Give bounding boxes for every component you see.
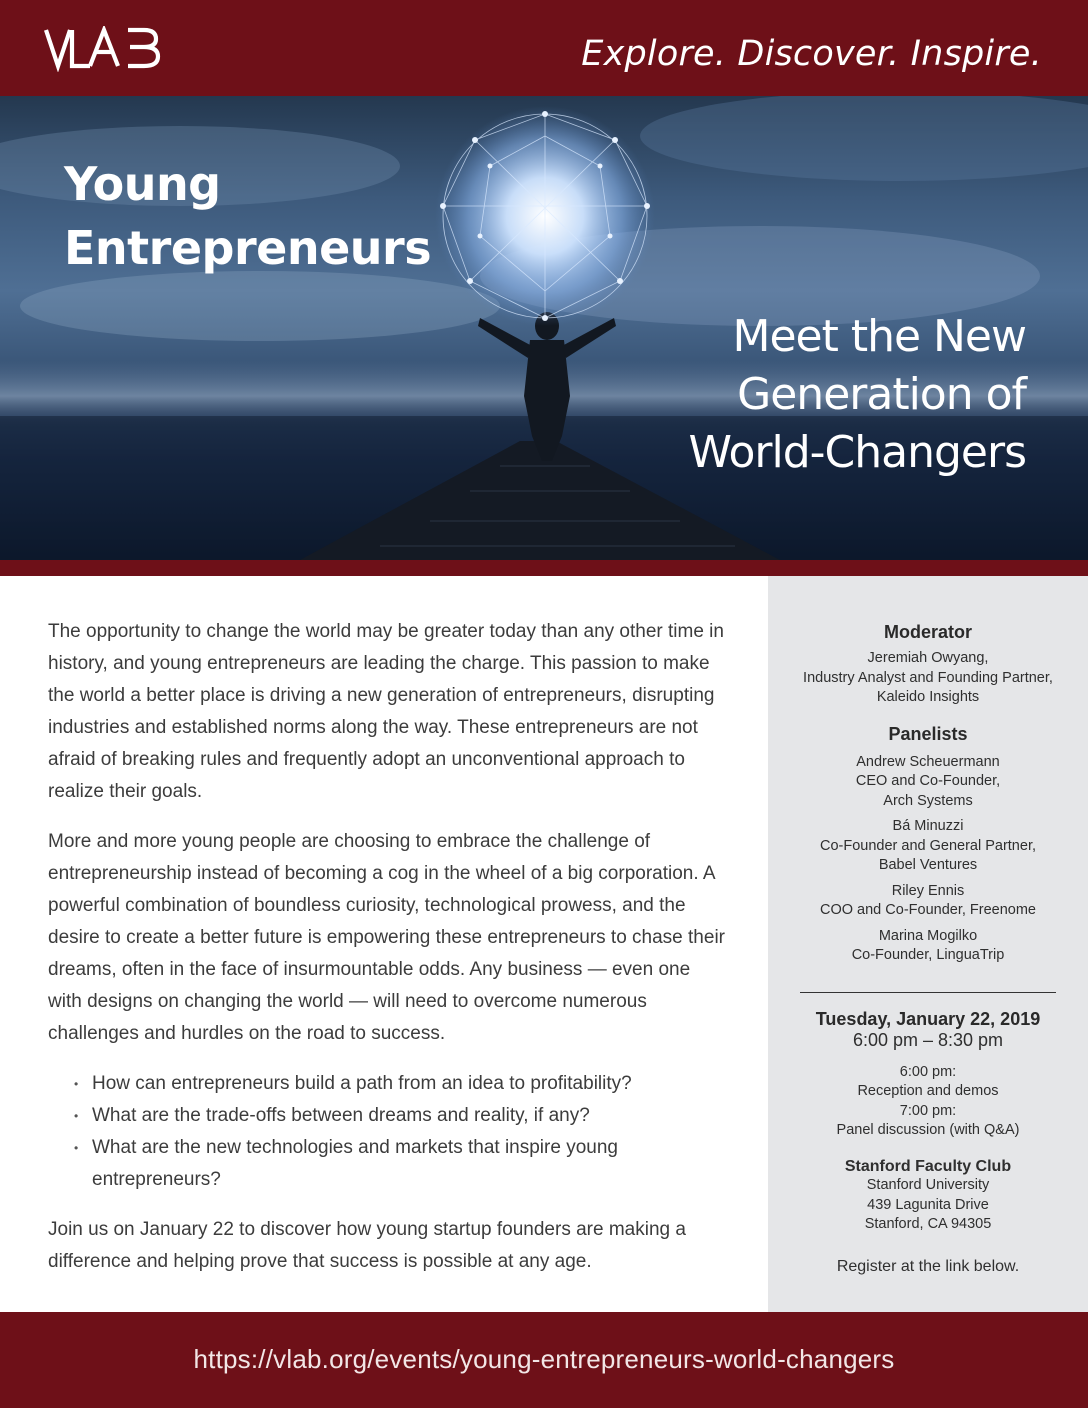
hero-banner xyxy=(0,96,1088,560)
vlab-logo xyxy=(44,26,164,72)
panelist-name: Bá Minuzzi xyxy=(892,818,964,834)
event-description xyxy=(48,616,728,1296)
venue-address-line: 439 Lagunita Drive xyxy=(867,1196,989,1213)
questions-list xyxy=(74,1068,728,1196)
body-paragraph: More and more young people are choosing to embrace the challenge of entrepreneurship instead of becoming a cog in the wheel of a big corporation. A powerful combination of boundless curiosity, technological prowess, and the desire to create a better future is empowering these entrepreneurs to chase their dreams, often in the face of insurmountable odds. Any business — even one with designs on changing the world — will need to overcome numerous challenges and hurdles on the road to success. xyxy=(48,831,725,1044)
panelists-heading: Panelists xyxy=(888,723,968,744)
list-item: • How can entrepreneurs build a path from an idea to profitability? xyxy=(74,1068,728,1100)
hero-title xyxy=(64,152,431,280)
venue-address-line: Stanford University xyxy=(866,1177,990,1193)
panelist-name: Andrew Scheuermann xyxy=(856,753,1000,770)
hero-title-line: Young xyxy=(64,157,221,211)
schedule-time: 6:00 pm: xyxy=(899,1063,957,1080)
panelist-name: Riley Ennis xyxy=(891,882,965,899)
list-item: • What are the trade-offs between dreams and reality, if any? xyxy=(74,1100,728,1132)
event-date: Tuesday, January 22, 2019 xyxy=(815,1008,1041,1029)
hero-subtitle-line: Meet the New xyxy=(732,311,1026,362)
hero-subtitle-line: World-Changers xyxy=(688,427,1026,478)
panelist-role: Co-Founder, LinguaTrip xyxy=(851,947,1005,963)
footer-bar xyxy=(0,1312,1088,1408)
schedule-time: 7:00 pm: xyxy=(899,1102,957,1119)
panelist-role: Co-Founder and General Partner, xyxy=(819,837,1036,854)
moderator-heading: Moderator xyxy=(883,622,972,642)
schedule-activity: Panel discussion (with Q&A) xyxy=(836,1122,1020,1138)
venue-address-line: Stanford, CA 94305 xyxy=(864,1216,992,1232)
panelist xyxy=(768,927,1088,966)
intro-paragraph: The opportunity to change the world may be greater today than any other time in history, and young entrepreneurs are leading the charge. This passion to make the world a better place is driving a new generation of entrepreneurs, disrupting industries and established norms along the way. These entrepreneurs are not afraid of breaking rules and frequently adopt an unconventional approach to realize their goals. xyxy=(48,621,724,802)
panelist xyxy=(768,882,1088,921)
event-time: 6:00 pm – 8:30 pm xyxy=(852,1029,1004,1050)
hero-subtitle-line: Generation of xyxy=(737,369,1026,420)
moderator-org: Kaleido Insights xyxy=(876,689,980,705)
panelist-role: CEO and Co-Founder, xyxy=(855,773,1001,789)
event-link[interactable]: https://vlab.org/events/young-entrepreneurs-world-changers xyxy=(193,1344,895,1374)
venue-name: Stanford Faculty Club xyxy=(844,1157,1012,1175)
register-note: Register at the link below. xyxy=(836,1257,1020,1275)
top-banner xyxy=(0,0,1088,96)
moderator-name: Jeremiah Owyang, xyxy=(867,650,989,666)
event-sidebar xyxy=(768,576,1088,1312)
tagline: Explore. Discover. Inspire. xyxy=(581,34,1042,74)
schedule-activity: Reception and demos xyxy=(857,1083,999,1099)
list-item: • What are the new technologies and markets that inspire young entrepreneurs? xyxy=(74,1132,728,1196)
panelist-org: Babel Ventures xyxy=(878,857,978,873)
moderator-role: Industry Analyst and Founding Partner, xyxy=(803,669,1053,686)
panelist xyxy=(768,753,1088,812)
panelist-name: Marina Mogilko xyxy=(878,927,978,944)
panelist-role: COO and Co-Founder, Freenome xyxy=(820,902,1036,918)
closing-paragraph: Join us on January 22 to discover how young startup founders are making a difference and helping prove that success is possible at any age. xyxy=(48,1219,686,1272)
hero-title-line: Entrepreneurs xyxy=(64,221,432,275)
divider-band xyxy=(0,560,1088,576)
panelist xyxy=(768,817,1088,876)
hero-subtitle xyxy=(689,308,1026,482)
panelist-org: Arch Systems xyxy=(883,792,973,809)
